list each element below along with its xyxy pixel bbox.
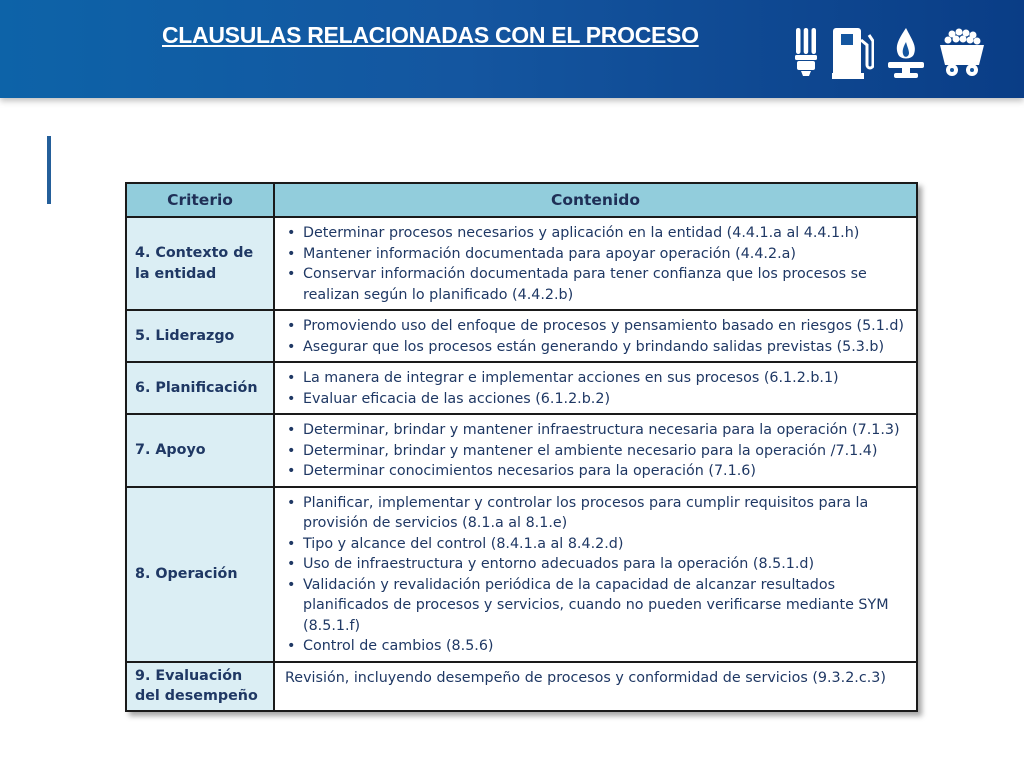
criterion-cell: 7. Apoyo [126, 414, 274, 487]
content-text: Revisión, incluyendo desempeño de procesos y conformidad de servicios (9.3.2.c.3) [285, 669, 886, 686]
table-row [126, 310, 917, 362]
list-item: • Uso de infraestructura y entorno adecuados para la operación (8.5.1.d) [285, 554, 908, 575]
criteria-table [125, 182, 918, 712]
table-row [126, 217, 917, 310]
fuel-pump-icon [832, 26, 874, 80]
list-item: • Control de cambios (8.5.6) [285, 636, 908, 657]
column-header-criterio: Criterio [126, 183, 274, 217]
list-item: • Determinar procesos necesarios y aplicación en la entidad (4.4.1.a al 4.4.1.h) [285, 223, 908, 244]
content-cell [274, 217, 917, 310]
table-row [126, 662, 917, 711]
list-item: • Determinar, brindar y mantener el ambiente necesario para la operación /7.1.4) [285, 441, 908, 462]
list-item: • Conservar información documentada para tener confianza que los procesos se realizan según lo planificado (4.4.2.b) [285, 264, 908, 305]
list-item: • Mantener información documentada para apoyar operación (4.4.2.a) [285, 244, 908, 265]
content-list [285, 368, 908, 409]
criterion-cell: 6. Planificación [126, 362, 274, 414]
coal-cart-icon [938, 26, 986, 80]
criterion-cell: 5. Liderazgo [126, 310, 274, 362]
page-title: CLAUSULAS RELACIONADAS CON EL PROCESO [162, 22, 699, 48]
header-banner [0, 0, 1024, 98]
list-item: • Validación y revalidación periódica de la capacidad de alcanzar resultados planificados de procesos y servicios, cuando no pueden verificarse mediante SYM (8.5.1.f) [285, 575, 908, 637]
criterion-cell: 4. Contexto de la entidad [126, 217, 274, 310]
column-header-contenido: Contenido [274, 183, 917, 217]
content-list [285, 316, 908, 357]
table-row [126, 414, 917, 487]
table-row [126, 487, 917, 662]
list-item: • Promoviendo uso del enfoque de procesos y pensamiento basado en riesgos (5.1.d) [285, 316, 908, 337]
list-item: • Planificar, implementar y controlar los procesos para cumplir requisitos para la provisión de servicios (8.1.a al 8.1.e) [285, 493, 908, 534]
content-cell [274, 310, 917, 362]
list-item: • Asegurar que los procesos están generando y brindando salidas previstas (5.3.b) [285, 337, 908, 358]
list-item: • Determinar conocimientos necesarios para la operación (7.1.6) [285, 461, 908, 482]
content-cell [274, 414, 917, 487]
criterion-cell: 8. Operación [126, 487, 274, 662]
list-item: • Determinar, brindar y mantener infraestructura necesaria para la operación (7.1.3) [285, 420, 908, 441]
content-cell [274, 487, 917, 662]
accent-bar [47, 136, 51, 204]
table-header-row [126, 183, 917, 217]
content-list [285, 493, 908, 657]
content-list [285, 420, 908, 482]
content-cell [274, 362, 917, 414]
list-item: • Evaluar eficacia de las acciones (6.1.2.b.2) [285, 389, 908, 410]
table-row [126, 362, 917, 414]
list-item: • Tipo y alcance del control (8.4.1.a al 8.4.2.d) [285, 534, 908, 555]
content-cell [274, 662, 917, 711]
content-list [285, 223, 908, 305]
list-item: • La manera de integrar e implementar acciones en sus procesos (6.1.2.b.1) [285, 368, 908, 389]
light-bulb-icon [790, 26, 822, 80]
gas-flame-icon [886, 26, 926, 80]
energy-icons [790, 26, 990, 80]
criterion-cell: 9. Evaluación del desempeño [126, 662, 274, 711]
